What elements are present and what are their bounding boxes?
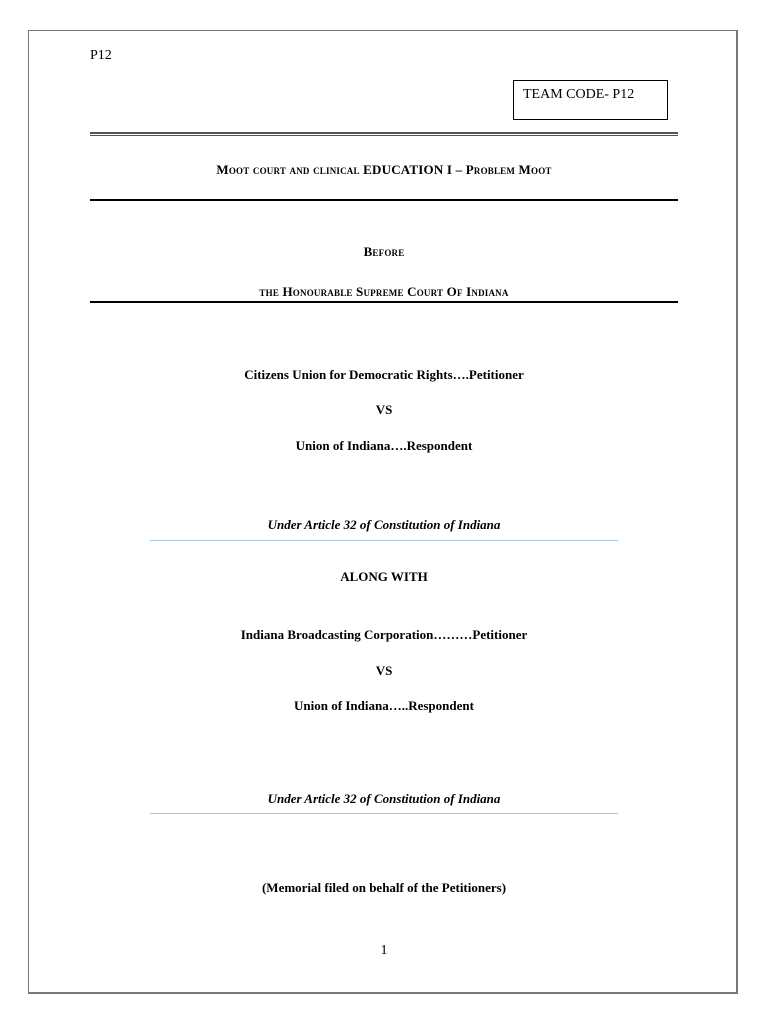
document-title: Moot court and clinical EDUCATION I – Problem Moot xyxy=(216,162,552,177)
title-rule xyxy=(90,199,678,201)
case2-article: Under Article 32 of Constitution of Indiana xyxy=(267,791,501,806)
memorial-note: (Memorial filed on behalf of the Petitioners) xyxy=(261,880,507,895)
header-code: P12 xyxy=(90,48,112,63)
before-label: Before xyxy=(363,244,405,259)
case2-vs: VS xyxy=(375,663,393,678)
case2-article-rule xyxy=(150,813,618,814)
case1-respondent: Union of Indiana….Respondent xyxy=(295,438,473,453)
case2-petitioner: Indiana Broadcasting Corporation………Petitioner xyxy=(240,627,528,642)
header-double-rule xyxy=(90,132,678,136)
court-rule xyxy=(90,301,678,303)
along-with: ALONG WITH xyxy=(340,569,428,584)
case1-vs: VS xyxy=(375,402,393,417)
case1-article: Under Article 32 of Constitution of Indiana xyxy=(267,517,501,532)
case2-respondent: Union of Indiana…..Respondent xyxy=(294,698,474,713)
page-number: 1 xyxy=(380,943,388,958)
case1-article-rule xyxy=(150,540,618,541)
team-code-box: TEAM CODE- P12 xyxy=(513,80,668,120)
case1-petitioner: Citizens Union for Democratic Rights….Petitioner xyxy=(244,367,524,382)
court-name: the Honourable Supreme Court Of Indiana xyxy=(259,284,509,299)
